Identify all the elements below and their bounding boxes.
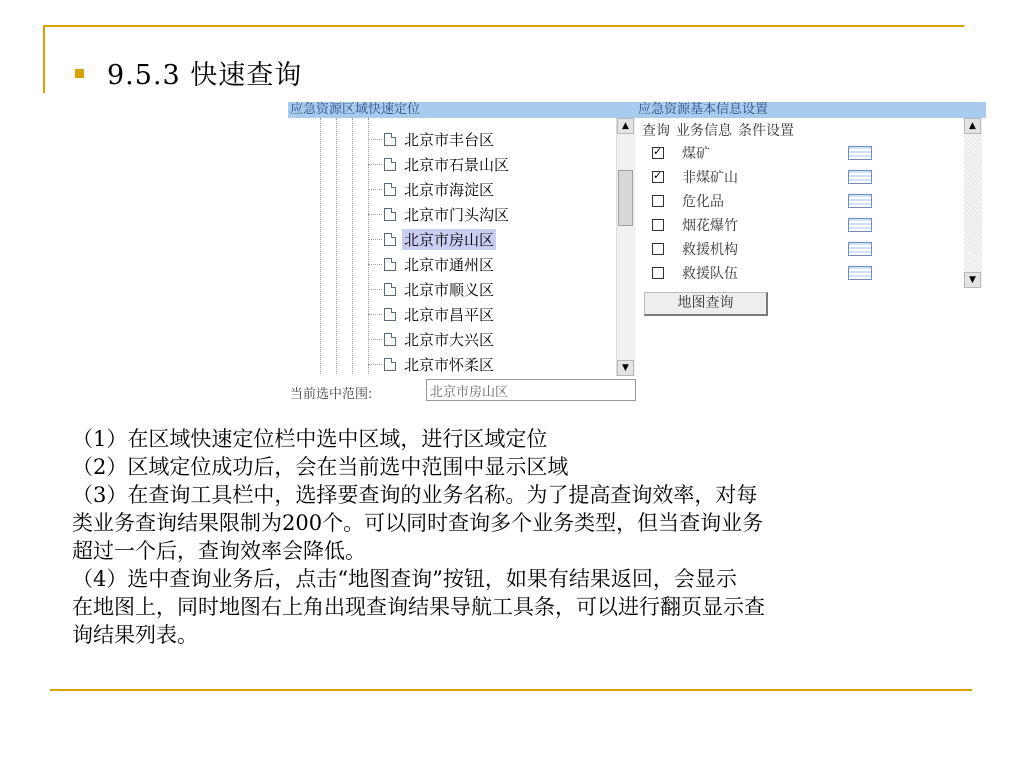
tree-item-label: 北京市丰台区: [404, 130, 495, 149]
business-checkbox[interactable]: [652, 171, 664, 183]
tree-item-label: 北京市昌平区: [404, 305, 495, 324]
document-icon: [384, 133, 396, 146]
tab-business-info[interactable]: 业务信息: [676, 123, 732, 139]
tab-condition-settings[interactable]: 条件设置: [738, 123, 794, 139]
tree-item-label: 北京市怀柔区: [404, 355, 495, 374]
tree-item[interactable]: [368, 203, 511, 225]
description-line: 在地图上，同时地图右上角出现查询结果导航工具条，可以进行翻页显示查: [72, 595, 765, 619]
tree-item-label: 北京市房山区: [404, 230, 495, 249]
tree-guide-line: [336, 118, 337, 374]
list-icon[interactable]: [848, 242, 872, 256]
bottom-rule: [50, 689, 972, 691]
tree-item[interactable]: [368, 153, 511, 175]
document-icon: [384, 233, 396, 246]
description-line: （1）在区域快速定位栏中选中区域，进行区域定位: [72, 427, 548, 451]
description-line: 询结果列表。: [72, 623, 198, 647]
list-icon[interactable]: [848, 266, 872, 280]
business-label: 煤矿: [682, 146, 710, 162]
slide-title: 9.5.3 快速查询: [107, 60, 303, 91]
tree-item[interactable]: [368, 178, 496, 200]
scrollbar-thumb[interactable]: [618, 170, 633, 226]
business-checkbox[interactable]: [652, 243, 664, 255]
document-icon: [384, 283, 396, 296]
list-icon[interactable]: [848, 146, 872, 160]
tree-item-label: 北京市通州区: [404, 255, 495, 274]
business-row: [652, 190, 724, 212]
resource-settings-panel: [636, 102, 986, 322]
tree-item[interactable]: [368, 303, 496, 325]
business-checkbox[interactable]: [652, 147, 664, 159]
tree-item[interactable]: [368, 353, 496, 375]
tree-guide-line: [352, 118, 353, 374]
scroll-down-icon[interactable]: ▼: [964, 272, 981, 288]
business-label: 非煤矿山: [682, 170, 738, 186]
business-row: [652, 166, 738, 188]
business-checkbox[interactable]: [652, 267, 664, 279]
business-checkbox[interactable]: [652, 219, 664, 231]
document-icon: [384, 258, 396, 271]
list-icon[interactable]: [848, 170, 872, 184]
document-icon: [384, 358, 396, 371]
business-checkbox[interactable]: [652, 195, 664, 207]
region-locate-panel: [288, 102, 636, 407]
document-icon: [384, 183, 396, 196]
region-locate-header: 应急资源区域快速定位: [288, 102, 636, 118]
business-row: [652, 142, 710, 164]
business-label: 危化品: [682, 194, 724, 210]
list-icon[interactable]: [848, 218, 872, 232]
tree-item[interactable]: [368, 253, 496, 275]
document-icon: [384, 333, 396, 346]
bullet-square: [75, 69, 84, 78]
region-tree-scrollbar[interactable]: [616, 118, 635, 376]
document-icon: [384, 308, 396, 321]
tree-item-label: 北京市大兴区: [404, 330, 495, 349]
tab-query[interactable]: 查询: [642, 123, 670, 139]
region-tree: [288, 118, 612, 476]
map-query-button[interactable]: 地图查询: [644, 292, 768, 316]
tree-item-label: 北京市顺义区: [404, 280, 495, 299]
business-row: [652, 214, 738, 236]
tree-guide-line: [320, 118, 321, 374]
description-line: 超过一个后，查询效率会降低。: [72, 539, 366, 563]
business-label: 烟花爆竹: [682, 218, 738, 234]
business-row: [652, 262, 738, 284]
description-line: 类业务查询结果限制为200个。可以同时查询多个业务类型，但当查询业务: [72, 511, 764, 535]
settings-scrollbar[interactable]: [964, 118, 982, 288]
document-icon: [384, 158, 396, 171]
scroll-up-icon[interactable]: ▲: [617, 118, 634, 134]
tree-item-label: 北京市门头沟区: [404, 205, 510, 224]
list-icon[interactable]: [848, 194, 872, 208]
current-range-label: 当前选中范围:: [290, 387, 373, 402]
tree-item-label: 北京市海淀区: [404, 180, 495, 199]
business-row: [652, 238, 738, 260]
tree-item[interactable]: [368, 328, 496, 350]
scroll-up-icon[interactable]: ▲: [964, 118, 981, 134]
resource-settings-header: 应急资源基本信息设置: [636, 102, 986, 118]
tree-item[interactable]: [368, 128, 496, 150]
description-line: （4）选中查询业务后，点击“地图查询”按钮，如果有结果返回，会显示: [72, 567, 737, 591]
business-label: 救援队伍: [682, 266, 738, 282]
tree-item-selected[interactable]: [368, 228, 496, 250]
description-line: （2）区域定位成功后，会在当前选中范围中显示区域: [72, 455, 569, 479]
current-range-field[interactable]: [426, 379, 636, 401]
tree-item-label: 北京市石景山区: [404, 155, 510, 174]
description-line: （3）在查询工具栏中，选择要查询的业务名称。为了提高查询效率，对每: [72, 483, 758, 507]
business-label: 救援机构: [682, 242, 738, 258]
settings-tabs: [642, 120, 800, 140]
top-rule: [43, 25, 964, 27]
left-rule: [43, 25, 45, 93]
scroll-down-icon[interactable]: ▼: [617, 360, 634, 376]
tree-item[interactable]: [368, 278, 496, 300]
document-icon: [384, 208, 396, 221]
